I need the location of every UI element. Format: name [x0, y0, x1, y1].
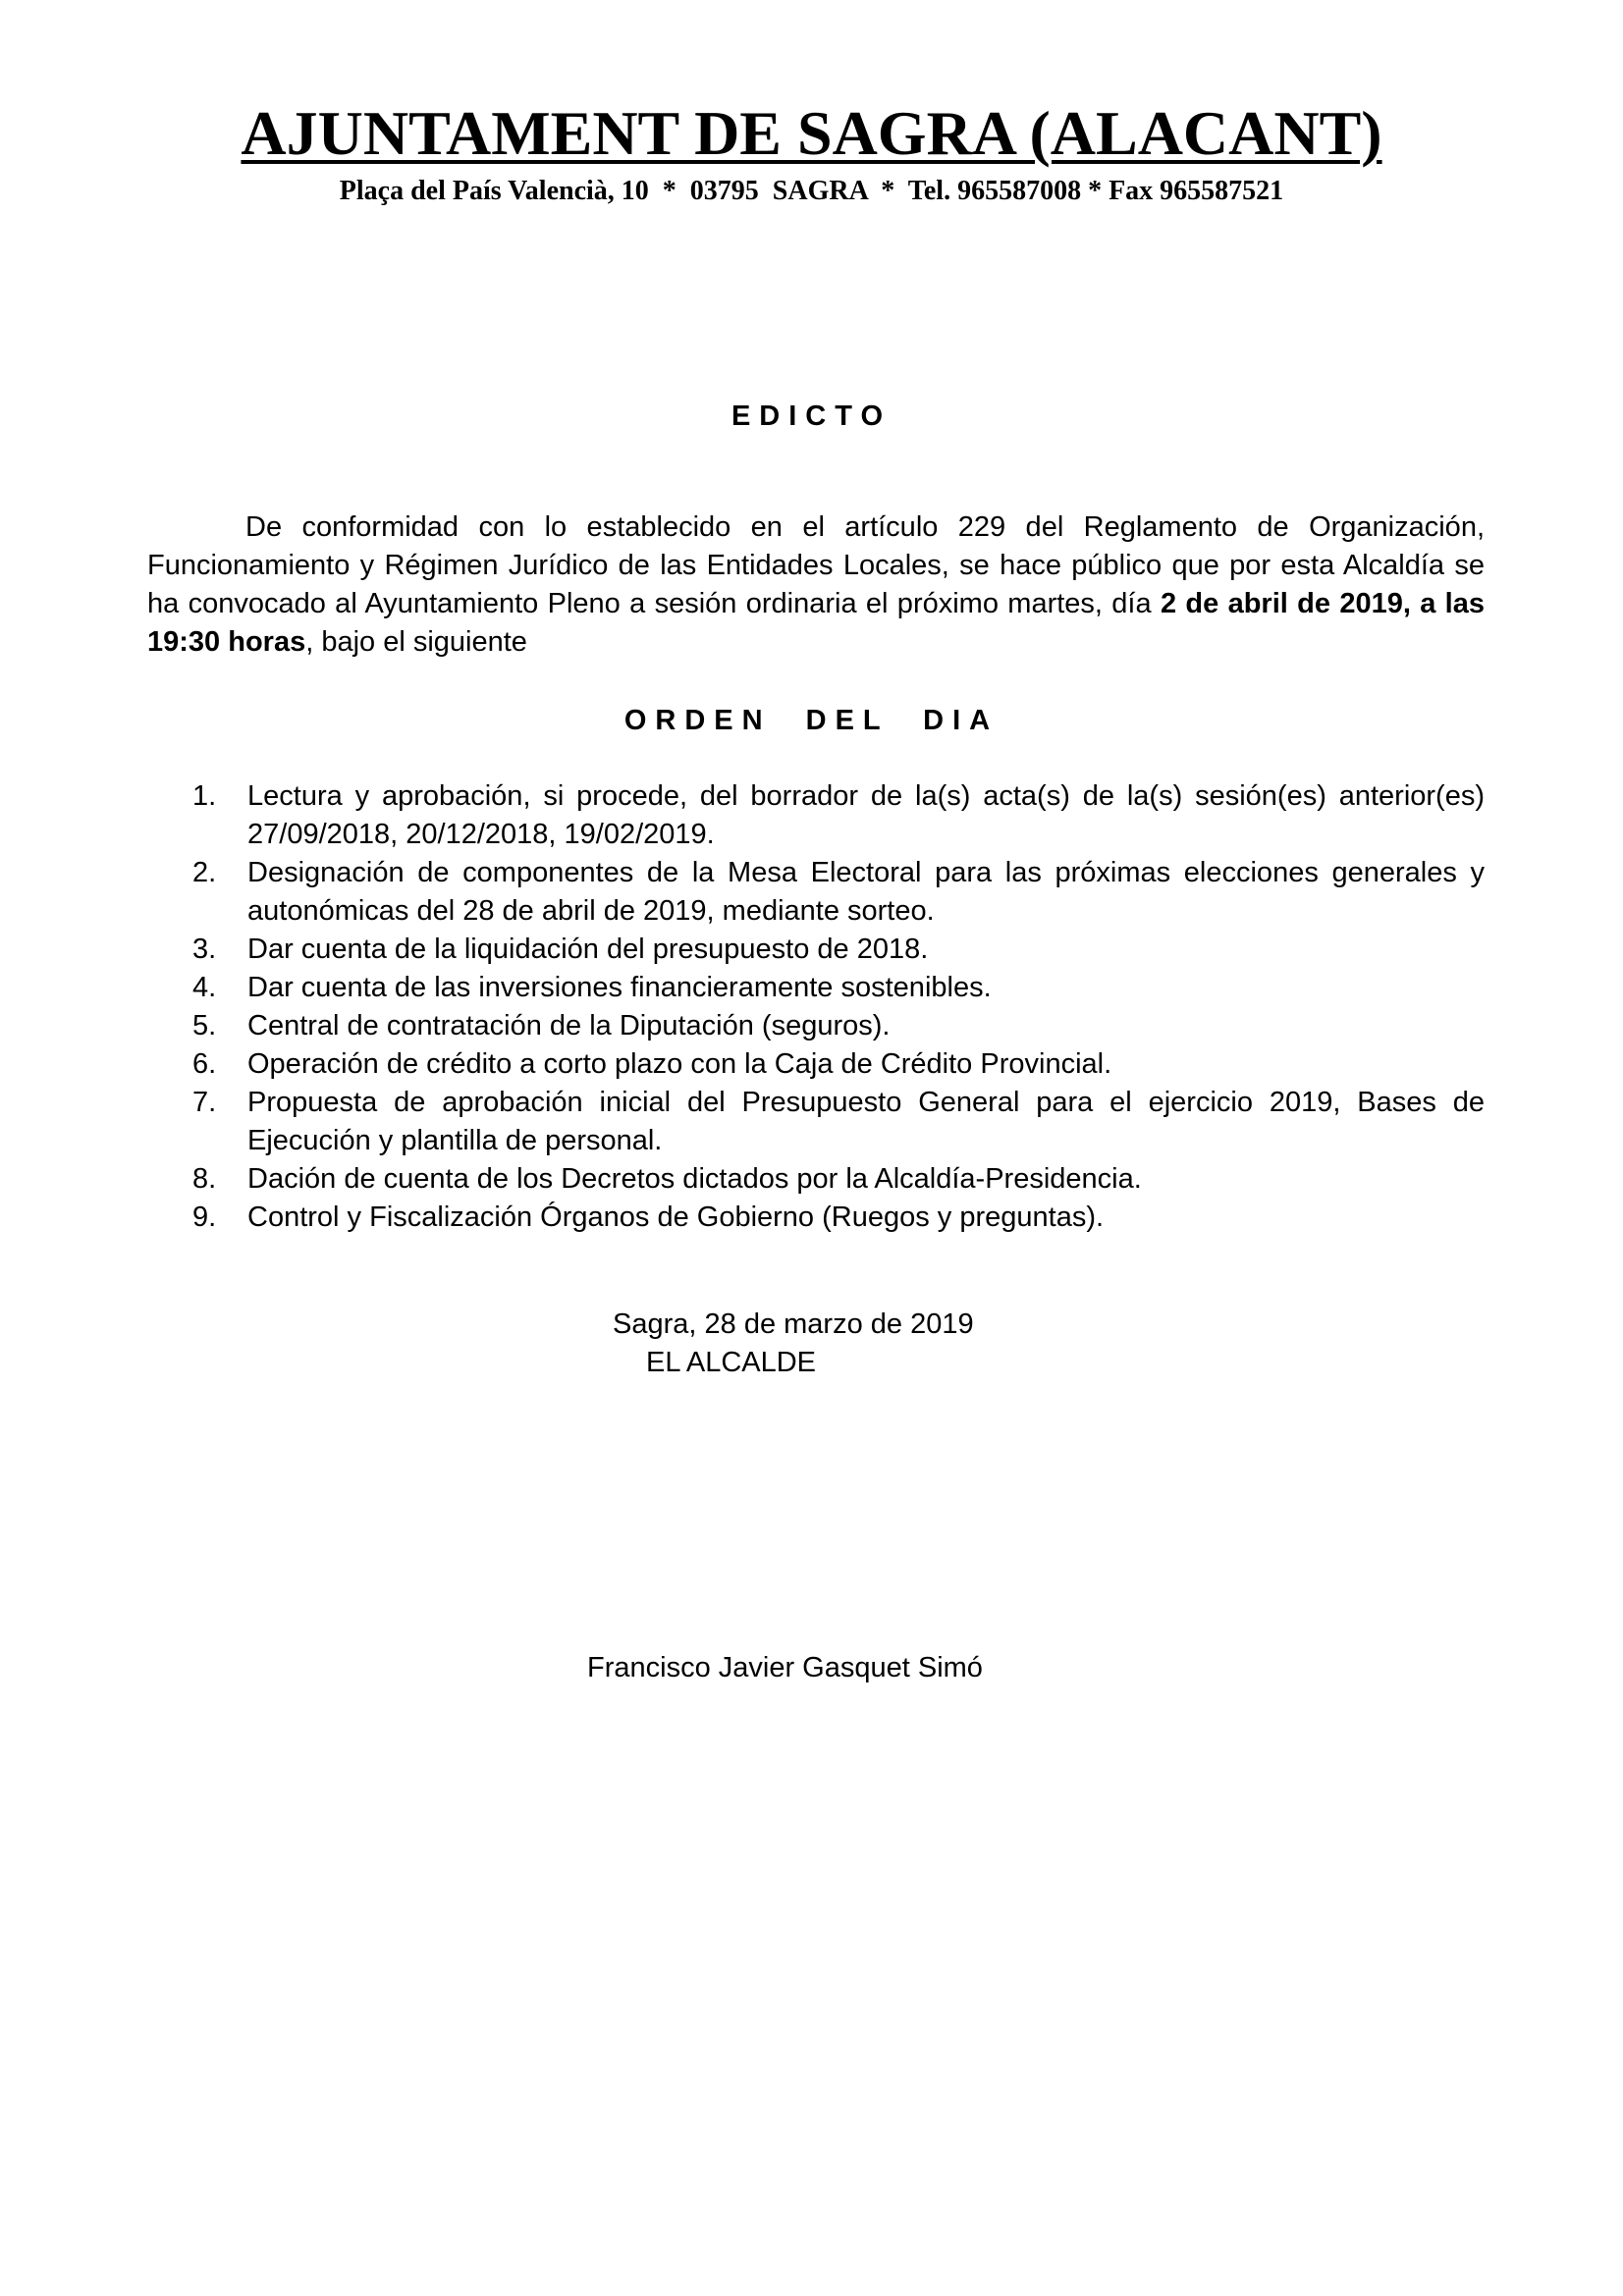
agenda-list [192, 777, 1485, 1237]
agenda-item-text: Control y Fiscalización Órganos de Gobierno (Ruegos y preguntas). [247, 1201, 1105, 1233]
session-date-time: 2 de abril de 2019, a las 19:30 horas [147, 588, 1486, 658]
agenda-item-text: Dar cuenta de la liquidación del presupuesto de 2018. [247, 934, 929, 965]
agenda-item-text: Designación de componentes de la Mesa Electoral para las próximas elecciones generales y autonómicas del 28 de abril de 2019, mediante sorteo. [247, 857, 1485, 927]
agenda-item [192, 1084, 1485, 1160]
council-title [0, 98, 1623, 169]
signer-name: Francisco Javier Gasquet Simó [587, 1652, 983, 1683]
agenda-item-number: 9. [192, 1201, 217, 1233]
agenda-item [192, 777, 1485, 854]
agenda-item-text: Lectura y aprobación, si procede, del borrador de la(s) acta(s) de la(s) sesión(es) anterior(es) 27/09/2018, 20/12/2018, 19/02/2019. [247, 780, 1485, 850]
intro-text-end: , bajo el siguiente [305, 626, 527, 658]
agenda-heading: ORDEN DEL DIA [623, 705, 1000, 736]
agenda-item-text: Dación de cuenta de los Decretos dictados por la Alcaldía-Presidencia. [247, 1163, 1142, 1195]
council-address: Plaça del País Valencià, 10 * 03795 SAGRA * Tel. 965587008 * Fax 965587521 [339, 176, 1284, 206]
council-title-text: AJUNTAMENT DE SAGRA (ALACANT) [241, 98, 1382, 168]
agenda-item [192, 1199, 1485, 1237]
intro-paragraph [147, 508, 1485, 662]
agenda-item-number: 2. [192, 857, 217, 888]
place-and-date: Sagra, 28 de marzo de 2019 [613, 1308, 974, 1340]
agenda-item-text: Propuesta de aprobación inicial del Presupuesto General para el ejercicio 2019, Bases de Ejecución y plantilla de personal. [247, 1087, 1485, 1156]
signer-title: EL ALCALDE [646, 1347, 817, 1378]
agenda-item [192, 969, 1485, 1007]
agenda-item-number: 5. [192, 1010, 217, 1041]
agenda-item [192, 1007, 1485, 1045]
agenda-item-number: 8. [192, 1163, 217, 1195]
agenda-item [192, 1045, 1485, 1084]
agenda-item-number: 4. [192, 972, 217, 1003]
intro-text: De conformidad con lo establecido en el artículo 229 del Reglamento de Organización, Funcionamiento y Régimen Jurídico de las Entidades Locales, se hace público que por esta Alcaldía se ha convocado al Ayuntamiento Pleno a sesión ordinaria el próximo martes, día [147, 511, 1485, 619]
agenda-item [192, 931, 1485, 969]
document-heading: EDICTO [730, 400, 893, 432]
agenda-item-text: Dar cuenta de las inversiones financieramente sostenibles. [247, 972, 992, 1003]
agenda-item-number: 6. [192, 1048, 217, 1080]
agenda-item [192, 854, 1485, 931]
agenda-item-number: 7. [192, 1087, 217, 1118]
agenda-item-text: Central de contratación de la Diputación (seguros). [247, 1010, 891, 1041]
agenda-item [192, 1160, 1485, 1199]
agenda-item-text: Operación de crédito a corto plazo con la Caja de Crédito Provincial. [247, 1048, 1112, 1080]
agenda-item-number: 1. [192, 780, 217, 812]
agenda-item-number: 3. [192, 934, 217, 965]
